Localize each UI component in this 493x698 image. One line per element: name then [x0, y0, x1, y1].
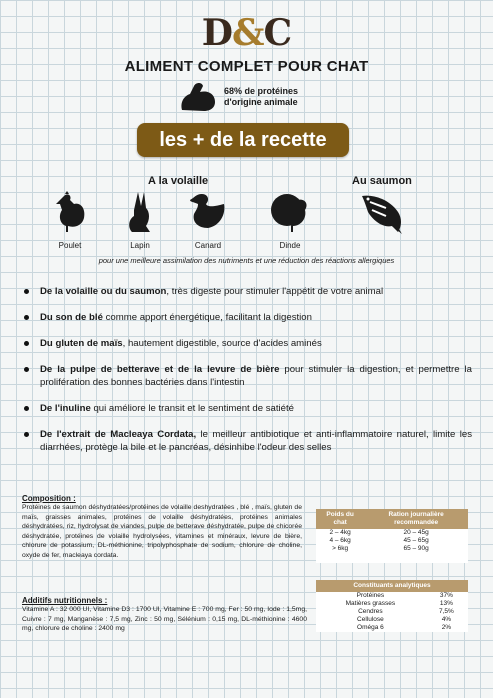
animal-saumon [352, 188, 412, 241]
list-item: De l'inuline qui améliore le transit et le sentiment de satiété [22, 402, 472, 415]
analytics-header: Constituants analytiques [316, 580, 468, 592]
composition-section [22, 494, 302, 561]
list-item: Du gluten de maïs, hautement digestible, source d'acides aminés [22, 337, 472, 350]
table-row: 4 – 6kg 45 – 65g [329, 537, 429, 544]
list-item: De la volaille ou du saumon, très digeste pour stimuler l'appétit de votre animal [22, 285, 472, 298]
ration-header-ration: Ration journalière recommandée [364, 509, 468, 529]
chicken-icon [50, 190, 90, 234]
ration-header-weight: Poids du chat [316, 509, 364, 529]
flexed-arm-icon [178, 80, 218, 114]
animal-poulet [40, 190, 100, 250]
table-row: Cellulose 4% [357, 616, 452, 623]
additifs-heading: Additifs nutritionnels : [22, 596, 108, 605]
ration-table [316, 509, 468, 553]
table-row: Cendres 7,5% [358, 608, 454, 615]
brand-logo: D&C [201, 12, 292, 54]
table-row: Matières grasses 13% [345, 600, 453, 607]
page-title: ALIMENT COMPLET POUR CHAT [124, 58, 369, 75]
ration-table-box [316, 509, 468, 563]
animal-label: Lapin [130, 241, 150, 250]
protein-line-1: 68% de protéines [224, 86, 299, 96]
table-row: Oméga 6 2% [357, 624, 452, 631]
table-row: 2 – 4kg 20 – 45g [329, 529, 429, 536]
protein-badge [178, 80, 378, 116]
additifs-text: Vitamine A : 32 000 UI, Vitamine D3 : 1700 UI, Vitamine E : 700 mg, Fer : 50 mg, Iode : 1,5mg, Cuivre : 7 mg, Manganèse : 7,5 mg, Zinc : 50 mg, Sélénium : 0,15 mg, DL-méthionine : 4600 mg, chlorure de choline : 2400 mg [22, 606, 307, 633]
group-volaille-label: A la volaille [148, 175, 209, 187]
feature-list [22, 285, 472, 467]
list-item: De l'extrait de Macleaya Cordata, le meilleur antibiotique et anti-inflammatoire naturel, limite les diarrhées, protège la bile et le pancréas, désinhibe l'odeur des selles [22, 428, 472, 454]
composition-text: Protéines de saumon déshydratées/protéines de volaille deshydratées , blé , maïs, gluten de maïs, graisses animales, protéines de volaille déshydratées, protéines animales déshydratées, riz, hydrolysat de viandes, pulpe de betterave déshydratée, pulpe de chicorée déshydratée, protéines de volaille hydrolysées, vitamines et minéraux, levure de bière, chlorure de potassium, DL-méthionine, tripolyphosphate de sodium, chlorure de choline, oxyde de fer, macleaya cordata. [22, 504, 302, 559]
animal-label: Dinde [279, 241, 301, 250]
salmon-icon [356, 188, 408, 236]
analytics-table [316, 580, 468, 632]
composition-heading: Composition : [22, 494, 76, 503]
list-item: Du son de blé comme apport énergétique, facilitant la digestion [22, 311, 472, 324]
animal-label: Poulet [58, 241, 82, 250]
animal-canard [178, 190, 238, 250]
animal-lapin [110, 190, 170, 250]
animal-label: Canard [194, 241, 222, 250]
list-item: De la pulpe de betterave et de la levure de bière pour stimuler la digestion, et permettre la prolifération des bonnes bactéries dans l'intestin [22, 363, 472, 389]
additifs-section [22, 596, 307, 634]
animal-dinde [260, 190, 320, 250]
analytics-table-box [316, 580, 468, 632]
assimilation-subtitle: pour une meilleure assimilation des nutriments et une réduction des réactions allergiques [98, 256, 395, 265]
table-row: Protéines 37% [356, 592, 453, 599]
recipe-pill: les + de la recette [137, 123, 349, 157]
protein-line-2: d'origine animale [224, 97, 298, 107]
table-row: > 6kg 65 – 90g [332, 545, 429, 552]
duck-icon [186, 190, 230, 234]
turkey-icon [267, 190, 313, 234]
rabbit-icon [120, 190, 160, 234]
group-saumon-label: Au saumon [352, 175, 412, 187]
